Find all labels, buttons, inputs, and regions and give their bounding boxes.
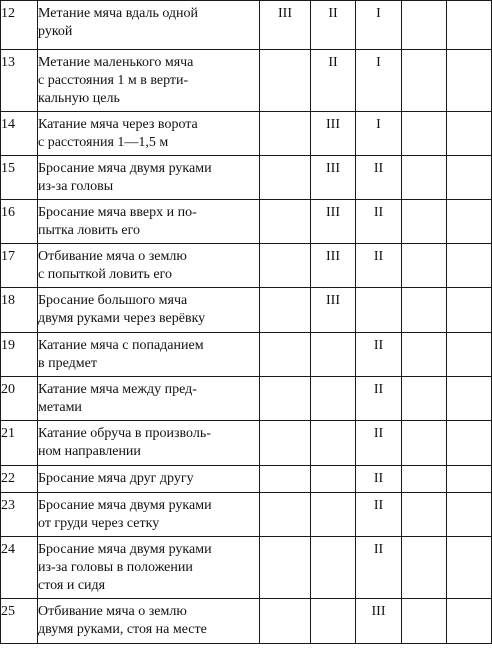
exercise-name bbox=[38, 537, 260, 599]
table-row bbox=[1, 200, 492, 244]
level-cell-4 bbox=[402, 244, 447, 288]
table-row bbox=[1, 333, 492, 377]
level-cell-3: II bbox=[356, 156, 402, 200]
exercise-name bbox=[38, 333, 260, 377]
level-cell-1 bbox=[260, 466, 311, 493]
table-row bbox=[1, 288, 492, 333]
exercise-name-line: ном направлении bbox=[38, 444, 141, 459]
exercise-name-line: Бросание мяча вверх и по- bbox=[38, 205, 197, 220]
level-cell-4 bbox=[402, 50, 447, 112]
level-cell-5 bbox=[447, 112, 492, 156]
exercise-name-line: Катание мяча с попаданием bbox=[38, 338, 204, 353]
exercise-name-line: пытка ловить его bbox=[38, 223, 141, 238]
table-row bbox=[1, 599, 492, 644]
level-cell-1 bbox=[260, 50, 311, 112]
level-cell-2: III bbox=[311, 112, 356, 156]
level-cell-3: I bbox=[356, 112, 402, 156]
level-cell-2 bbox=[311, 333, 356, 377]
table-row bbox=[1, 1, 492, 50]
row-number: 21 bbox=[1, 421, 38, 466]
exercise-name-line: Метание мяча вдаль одной bbox=[38, 6, 199, 21]
level-cell-3: II bbox=[356, 244, 402, 288]
exercise-name-line: Отбивание мяча о землю bbox=[38, 604, 187, 619]
exercise-name-line: Катание мяча через ворота bbox=[38, 117, 198, 132]
row-number: 18 bbox=[1, 288, 38, 333]
level-cell-3: II bbox=[356, 466, 402, 493]
level-cell-1 bbox=[260, 377, 311, 421]
level-cell-3: I bbox=[356, 50, 402, 112]
level-cell-2: III bbox=[311, 200, 356, 244]
level-cell-3 bbox=[356, 288, 402, 333]
exercise-name bbox=[38, 493, 260, 537]
table-row bbox=[1, 156, 492, 200]
exercise-name-line: с расстояния 1—1,5 м bbox=[38, 135, 169, 150]
level-cell-5 bbox=[447, 421, 492, 466]
level-cell-5 bbox=[447, 466, 492, 493]
level-cell-5 bbox=[447, 200, 492, 244]
level-cell-2 bbox=[311, 466, 356, 493]
level-cell-4 bbox=[402, 1, 447, 50]
level-cell-1 bbox=[260, 288, 311, 333]
level-cell-3: II bbox=[356, 421, 402, 466]
exercise-name-line: метами bbox=[38, 400, 82, 415]
level-cell-1 bbox=[260, 493, 311, 537]
level-cell-4 bbox=[402, 200, 447, 244]
exercise-name-line: Бросание мяча двумя руками bbox=[38, 161, 212, 176]
level-cell-1 bbox=[260, 112, 311, 156]
level-cell-2 bbox=[311, 599, 356, 644]
level-cell-5 bbox=[447, 493, 492, 537]
level-cell-3: III bbox=[356, 599, 402, 644]
level-cell-4 bbox=[402, 599, 447, 644]
level-cell-1 bbox=[260, 156, 311, 200]
level-cell-3: II bbox=[356, 493, 402, 537]
table-row bbox=[1, 244, 492, 288]
level-cell-4 bbox=[402, 421, 447, 466]
exercise-name-line: кальную цель bbox=[38, 91, 120, 106]
level-cell-3: II bbox=[356, 333, 402, 377]
level-cell-2 bbox=[311, 377, 356, 421]
exercise-name bbox=[38, 599, 260, 644]
level-cell-4 bbox=[402, 333, 447, 377]
level-cell-5 bbox=[447, 333, 492, 377]
exercise-name-line: двумя руками, стоя на месте bbox=[38, 622, 207, 637]
level-cell-1 bbox=[260, 333, 311, 377]
level-cell-5 bbox=[447, 599, 492, 644]
exercise-name-line: с расстояния 1 м в верти- bbox=[38, 73, 189, 88]
exercise-name-line: от груди через сетку bbox=[38, 516, 160, 531]
level-cell-5 bbox=[447, 1, 492, 50]
table-row bbox=[1, 50, 492, 112]
row-number: 15 bbox=[1, 156, 38, 200]
table-row bbox=[1, 421, 492, 466]
table-row bbox=[1, 466, 492, 493]
level-cell-1 bbox=[260, 537, 311, 599]
exercise-name-line: Отбивание мяча о землю bbox=[38, 249, 187, 264]
exercise-name bbox=[38, 377, 260, 421]
row-number: 14 bbox=[1, 112, 38, 156]
row-number: 20 bbox=[1, 377, 38, 421]
row-number: 12 bbox=[1, 1, 38, 50]
level-cell-5 bbox=[447, 377, 492, 421]
exercise-name-line: Катание обруча в произволь- bbox=[38, 426, 211, 441]
level-cell-3: II bbox=[356, 537, 402, 599]
row-number: 19 bbox=[1, 333, 38, 377]
level-cell-5 bbox=[447, 288, 492, 333]
exercise-name-line: Катание мяча между пред- bbox=[38, 382, 197, 397]
level-cell-3: II bbox=[356, 377, 402, 421]
level-cell-2 bbox=[311, 493, 356, 537]
exercise-name-line: двумя руками через верёвку bbox=[38, 311, 206, 326]
row-number: 16 bbox=[1, 200, 38, 244]
table-body bbox=[1, 1, 492, 644]
level-cell-5 bbox=[447, 156, 492, 200]
level-cell-2: II bbox=[311, 50, 356, 112]
level-cell-4 bbox=[402, 537, 447, 599]
exercise-name bbox=[38, 112, 260, 156]
exercise-name bbox=[38, 421, 260, 466]
level-cell-2: III bbox=[311, 288, 356, 333]
exercise-name bbox=[38, 1, 260, 50]
level-cell-4 bbox=[402, 156, 447, 200]
level-cell-2 bbox=[311, 421, 356, 466]
table-row bbox=[1, 112, 492, 156]
exercise-name-line: Метание маленького мяча bbox=[38, 55, 194, 70]
table-row bbox=[1, 493, 492, 537]
row-number: 24 bbox=[1, 537, 38, 599]
level-cell-4 bbox=[402, 493, 447, 537]
exercise-name-line: с попыткой ловить его bbox=[38, 267, 173, 282]
level-cell-1: III bbox=[260, 1, 311, 50]
exercise-name bbox=[38, 466, 260, 493]
level-cell-4 bbox=[402, 112, 447, 156]
exercise-name-line: стоя и сидя bbox=[38, 578, 106, 593]
level-cell-1 bbox=[260, 421, 311, 466]
exercise-name bbox=[38, 50, 260, 112]
row-number: 23 bbox=[1, 493, 38, 537]
level-cell-4 bbox=[402, 377, 447, 421]
level-cell-5 bbox=[447, 244, 492, 288]
exercise-name-line: Бросание большого мяча bbox=[38, 293, 188, 308]
level-cell-2: II bbox=[311, 1, 356, 50]
level-cell-3: I bbox=[356, 1, 402, 50]
exercise-name-line: Бросание мяча друг другу bbox=[38, 471, 194, 486]
level-cell-5 bbox=[447, 50, 492, 112]
row-number: 17 bbox=[1, 244, 38, 288]
exercise-name bbox=[38, 200, 260, 244]
level-cell-4 bbox=[402, 288, 447, 333]
row-number: 13 bbox=[1, 50, 38, 112]
exercise-name-line: в предмет bbox=[38, 356, 97, 371]
row-number: 25 bbox=[1, 599, 38, 644]
table-row bbox=[1, 537, 492, 599]
exercise-name bbox=[38, 288, 260, 333]
level-cell-1 bbox=[260, 599, 311, 644]
exercise-name bbox=[38, 244, 260, 288]
level-cell-2: III bbox=[311, 156, 356, 200]
level-cell-2 bbox=[311, 537, 356, 599]
level-cell-1 bbox=[260, 244, 311, 288]
exercise-name-line: из-за головы bbox=[38, 179, 114, 194]
level-cell-4 bbox=[402, 466, 447, 493]
level-cell-1 bbox=[260, 200, 311, 244]
exercise-name-line: из-за головы в положении bbox=[38, 560, 193, 575]
table-row bbox=[1, 377, 492, 421]
level-cell-3: II bbox=[356, 200, 402, 244]
exercise-name-line: рукой bbox=[38, 24, 73, 39]
exercise-name-line: Бросание мяча двумя руками bbox=[38, 498, 212, 513]
level-cell-5 bbox=[447, 537, 492, 599]
level-cell-2: III bbox=[311, 244, 356, 288]
exercise-name-line: Бросание мяча двумя руками bbox=[38, 542, 212, 557]
exercise-name bbox=[38, 156, 260, 200]
row-number: 22 bbox=[1, 466, 38, 493]
